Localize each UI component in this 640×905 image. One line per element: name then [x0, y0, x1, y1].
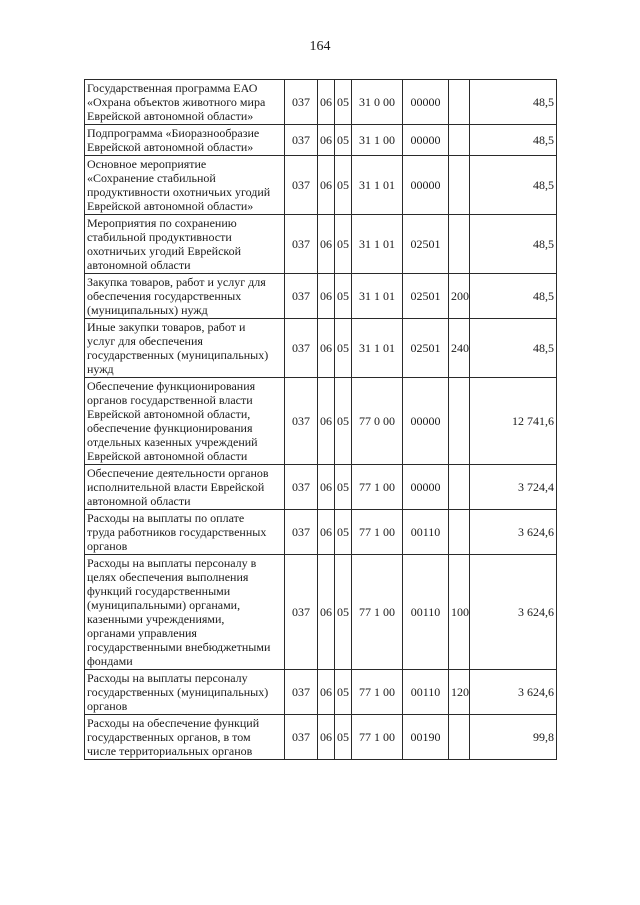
- cell-subsection: 05: [335, 125, 352, 156]
- cell-target-article: 77 1 00: [352, 465, 403, 510]
- item-name-line: Подпрограмма «Биоразнообразие: [87, 126, 260, 140]
- cell-expense-type: [449, 80, 470, 125]
- cell-admin-code: 037: [285, 125, 318, 156]
- item-name-line: «Охрана объектов животного мира: [87, 95, 266, 109]
- item-name-line: (муниципальными) органами,: [87, 598, 241, 612]
- item-name-line: нужд: [87, 362, 114, 376]
- item-name-line: функций государственными: [87, 584, 231, 598]
- cell-target-article: 31 1 01: [352, 156, 403, 215]
- item-name-line: Мероприятия по сохранению: [87, 216, 237, 230]
- cell-section: 06: [318, 670, 335, 715]
- item-name-line: органов: [87, 539, 128, 553]
- item-name-line: Основное мероприятие: [87, 157, 207, 171]
- cell-admin-code: 037: [285, 378, 318, 465]
- cell-section: 06: [318, 274, 335, 319]
- cell-expense-type: [449, 465, 470, 510]
- cell-section: 06: [318, 156, 335, 215]
- cell-item-name: [85, 274, 285, 319]
- cell-expense-type: 240: [449, 319, 470, 378]
- item-name-line: целях обеспечения выполнения: [87, 570, 249, 584]
- cell-section: 06: [318, 319, 335, 378]
- cell-program-code: 00000: [403, 80, 449, 125]
- cell-program-code: 00000: [403, 125, 449, 156]
- item-name-line: обеспечения государственных: [87, 289, 242, 303]
- cell-program-code: 00000: [403, 465, 449, 510]
- cell-target-article: 31 0 00: [352, 80, 403, 125]
- budget-table-body: [85, 80, 557, 760]
- item-name-line: труда работников государственных: [87, 525, 267, 539]
- table-row: [85, 215, 557, 274]
- cell-section: 06: [318, 80, 335, 125]
- item-name-line: продуктивности охотничьих угодий: [87, 185, 271, 199]
- item-name-line: исполнительной власти Еврейской: [87, 480, 265, 494]
- item-name-line: числе территориальных органов: [87, 744, 253, 758]
- cell-admin-code: 037: [285, 670, 318, 715]
- item-name-line: государственных (муниципальных): [87, 348, 269, 362]
- cell-subsection: 05: [335, 319, 352, 378]
- item-name-line: охотничьих угодий Еврейской: [87, 244, 242, 258]
- cell-amount: 3 624,6: [470, 670, 557, 715]
- item-name-line: стабильной продуктивности: [87, 230, 232, 244]
- cell-expense-type: [449, 125, 470, 156]
- cell-target-article: 77 1 00: [352, 670, 403, 715]
- item-name-line: Расходы на выплаты персоналу: [87, 671, 248, 685]
- cell-admin-code: 037: [285, 715, 318, 760]
- cell-subsection: 05: [335, 156, 352, 215]
- cell-item-name: [85, 125, 285, 156]
- item-name-line: обеспечение функционирования: [87, 421, 253, 435]
- budget-table: [84, 79, 557, 760]
- item-name-line: Еврейской автономной области»: [87, 140, 254, 154]
- item-name-line: органами управления: [87, 626, 197, 640]
- table-row: [85, 510, 557, 555]
- item-name-line: услуг для обеспечения: [87, 334, 203, 348]
- cell-program-code: 00110: [403, 670, 449, 715]
- cell-program-code: 00000: [403, 156, 449, 215]
- cell-program-code: 00110: [403, 510, 449, 555]
- item-name-line: (муниципальных) нужд: [87, 303, 208, 317]
- item-name-line: Еврейской автономной области»: [87, 109, 254, 123]
- cell-amount: 48,5: [470, 125, 557, 156]
- cell-target-article: 77 1 00: [352, 715, 403, 760]
- cell-admin-code: 037: [285, 465, 318, 510]
- cell-expense-type: 100: [449, 555, 470, 670]
- cell-target-article: 77 1 00: [352, 510, 403, 555]
- table-row: [85, 378, 557, 465]
- table-row: [85, 80, 557, 125]
- cell-target-article: 77 0 00: [352, 378, 403, 465]
- cell-item-name: [85, 319, 285, 378]
- item-name-line: государственных (муниципальных): [87, 685, 269, 699]
- table-row: [85, 125, 557, 156]
- page-number: 164: [309, 39, 331, 54]
- cell-item-name: [85, 670, 285, 715]
- item-name-line: Закупка товаров, работ и услуг для: [87, 275, 266, 289]
- cell-admin-code: 037: [285, 274, 318, 319]
- cell-admin-code: 037: [285, 319, 318, 378]
- item-name-line: «Сохранение стабильной: [87, 171, 216, 185]
- cell-target-article: 31 1 01: [352, 215, 403, 274]
- table-row: [85, 670, 557, 715]
- cell-expense-type: [449, 378, 470, 465]
- cell-expense-type: [449, 215, 470, 274]
- cell-admin-code: 037: [285, 555, 318, 670]
- item-name-line: органов государственной власти: [87, 393, 253, 407]
- item-name-line: Государственная программа ЕАО: [87, 81, 258, 95]
- cell-admin-code: 037: [285, 156, 318, 215]
- item-name-line: автономной области: [87, 494, 191, 508]
- cell-expense-type: 120: [449, 670, 470, 715]
- cell-amount: 48,5: [470, 319, 557, 378]
- cell-program-code: 02501: [403, 215, 449, 274]
- table-row: [85, 715, 557, 760]
- cell-item-name: [85, 715, 285, 760]
- cell-subsection: 05: [335, 555, 352, 670]
- cell-target-article: 77 1 00: [352, 555, 403, 670]
- cell-item-name: [85, 510, 285, 555]
- cell-amount: 48,5: [470, 80, 557, 125]
- table-row: [85, 274, 557, 319]
- cell-item-name: [85, 378, 285, 465]
- cell-expense-type: [449, 156, 470, 215]
- item-name-line: фондами: [87, 654, 133, 668]
- table-row: [85, 319, 557, 378]
- item-name-line: Еврейской автономной области: [87, 449, 248, 463]
- item-name-line: Расходы на обеспечение функций: [87, 716, 260, 730]
- cell-item-name: [85, 215, 285, 274]
- item-name-line: Еврейской автономной области,: [87, 407, 251, 421]
- cell-admin-code: 037: [285, 80, 318, 125]
- cell-amount: 48,5: [470, 274, 557, 319]
- cell-amount: 12 741,6: [470, 378, 557, 465]
- table-row: [85, 156, 557, 215]
- item-name-line: Обеспечение функционирования: [87, 379, 256, 393]
- item-name-line: Обеспечение деятельности органов: [87, 466, 269, 480]
- cell-subsection: 05: [335, 670, 352, 715]
- cell-program-code: 02501: [403, 319, 449, 378]
- cell-amount: 3 724,4: [470, 465, 557, 510]
- cell-subsection: 05: [335, 378, 352, 465]
- item-name-line: Иные закупки товаров, работ и: [87, 320, 246, 334]
- cell-target-article: 31 1 00: [352, 125, 403, 156]
- item-name-line: автономной области: [87, 258, 191, 272]
- item-name-line: казенными учреждениями,: [87, 612, 225, 626]
- cell-section: 06: [318, 215, 335, 274]
- cell-expense-type: [449, 715, 470, 760]
- cell-section: 06: [318, 715, 335, 760]
- cell-program-code: 00110: [403, 555, 449, 670]
- cell-program-code: 00190: [403, 715, 449, 760]
- item-name-line: Расходы на выплаты персоналу в: [87, 556, 257, 570]
- cell-section: 06: [318, 465, 335, 510]
- cell-expense-type: [449, 510, 470, 555]
- cell-admin-code: 037: [285, 215, 318, 274]
- item-name-line: государственных органов, в том: [87, 730, 251, 744]
- cell-amount: 3 624,6: [470, 555, 557, 670]
- cell-subsection: 05: [335, 274, 352, 319]
- cell-amount: 48,5: [470, 215, 557, 274]
- cell-subsection: 05: [335, 80, 352, 125]
- table-row: [85, 465, 557, 510]
- cell-program-code: 00000: [403, 378, 449, 465]
- cell-item-name: [85, 465, 285, 510]
- item-name-line: Еврейской автономной области»: [87, 199, 254, 213]
- cell-subsection: 05: [335, 465, 352, 510]
- cell-subsection: 05: [335, 715, 352, 760]
- cell-item-name: [85, 555, 285, 670]
- cell-item-name: [85, 156, 285, 215]
- cell-subsection: 05: [335, 215, 352, 274]
- cell-amount: 99,8: [470, 715, 557, 760]
- item-name-line: отдельных казенных учреждений: [87, 435, 258, 449]
- cell-section: 06: [318, 378, 335, 465]
- cell-target-article: 31 1 01: [352, 274, 403, 319]
- cell-section: 06: [318, 125, 335, 156]
- cell-subsection: 05: [335, 510, 352, 555]
- cell-amount: 48,5: [470, 156, 557, 215]
- item-name-line: Расходы на выплаты по оплате: [87, 511, 245, 525]
- cell-section: 06: [318, 510, 335, 555]
- cell-section: 06: [318, 555, 335, 670]
- table-row: [85, 555, 557, 670]
- item-name-line: государственными внебюджетными: [87, 640, 271, 654]
- cell-item-name: [85, 80, 285, 125]
- cell-expense-type: 200: [449, 274, 470, 319]
- cell-amount: 3 624,6: [470, 510, 557, 555]
- cell-program-code: 02501: [403, 274, 449, 319]
- item-name-line: органов: [87, 699, 128, 713]
- cell-admin-code: 037: [285, 510, 318, 555]
- cell-target-article: 31 1 01: [352, 319, 403, 378]
